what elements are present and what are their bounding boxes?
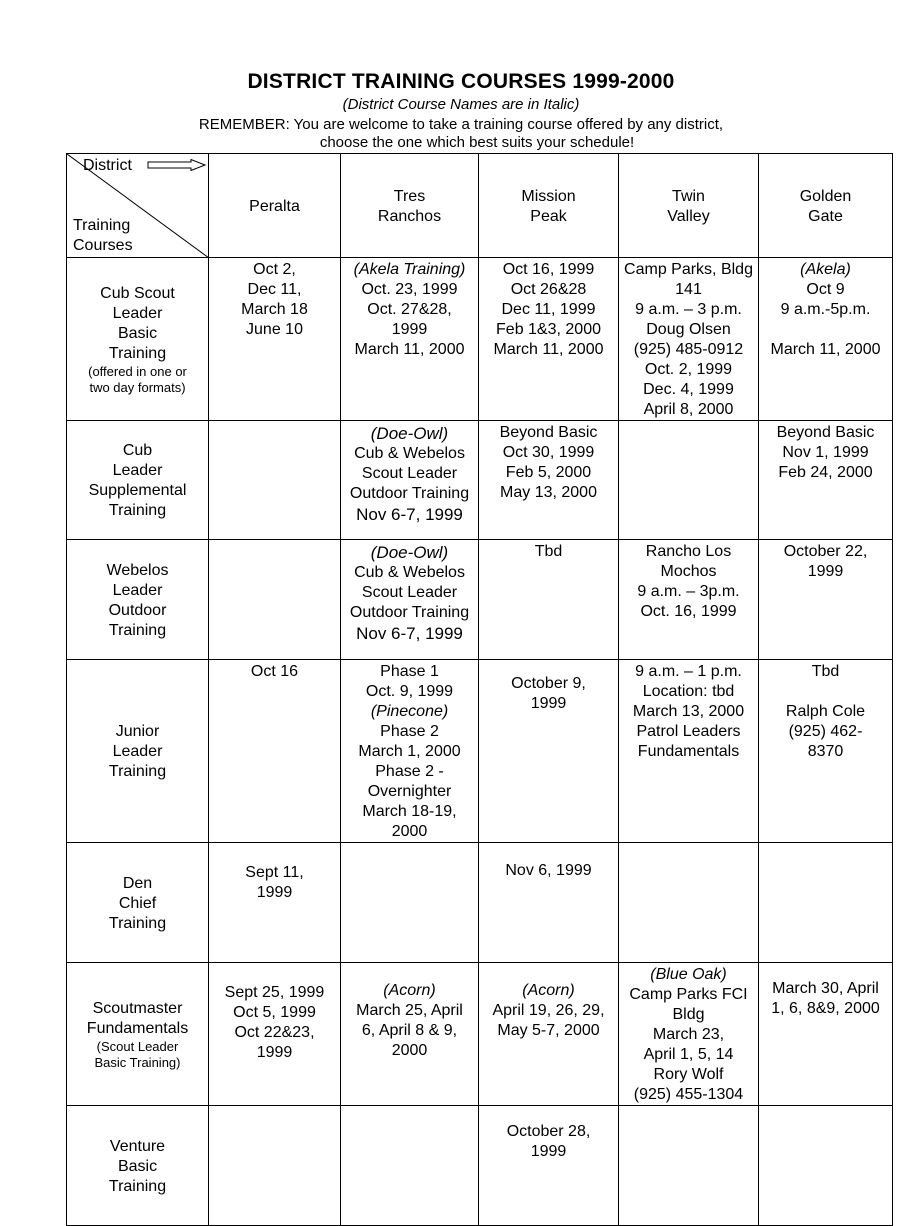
schedule-cell (619, 1106, 759, 1226)
schedule-line: May 13, 2000 (500, 484, 597, 501)
schedule-line: (Akela Training) (353, 261, 466, 278)
course-name-line: Training (108, 763, 167, 780)
course-name-cell (67, 421, 209, 540)
schedule-line: Phase 1 (380, 663, 439, 680)
schedule-line: Nov 6-7, 1999 (356, 505, 463, 524)
schedule-line: March 23, (652, 1026, 725, 1043)
schedule-line: Nov 1, 1999 (782, 444, 869, 461)
schedule-line: 1999 (530, 1143, 567, 1160)
schedule-line: March 13, 2000 (632, 703, 745, 720)
schedule-line: March 18-19, 2000 (362, 803, 457, 840)
district-name-line: Golden (799, 187, 852, 205)
schedule-line: Oct. 16, 1999 (640, 603, 737, 620)
district-name-line: Peralta (249, 197, 300, 215)
schedule-line: April 1, 5, 14 (643, 1046, 734, 1063)
schedule-cell (619, 660, 759, 843)
schedule-line: (Pinecone) (370, 703, 449, 720)
schedule-line: Rory Wolf (653, 1066, 724, 1083)
schedule-line: June 10 (246, 321, 303, 338)
course-name-cell (67, 540, 209, 660)
schedule-line: Oct 16 (250, 663, 299, 680)
schedule-line: (Blue Oak) (650, 966, 727, 983)
schedule-line: March 25, April (356, 1002, 463, 1019)
schedule-cell (341, 963, 479, 1106)
course-name-cell (67, 843, 209, 963)
course-note-line: (offered in one or (88, 364, 187, 379)
schedule-line: Doug Olsen (646, 321, 731, 338)
schedule-line: (925) 462- (788, 723, 863, 740)
document-subtitle: (District Course Names are in Italic) (342, 96, 580, 113)
district-header-2 (341, 154, 479, 258)
schedule-line: Sept 25, 1999 (224, 984, 325, 1001)
schedule-cell (341, 540, 479, 660)
district-header-1 (209, 154, 341, 258)
schedule-line: Nov 6-7, 1999 (356, 624, 463, 643)
schedule-line: 1999 (807, 563, 844, 580)
schedule-line: Cub & Webelos (354, 564, 465, 581)
schedule-line: Outdoor Training (349, 604, 470, 621)
course-name-line: Leader (112, 581, 163, 599)
schedule-line: Oct. 27&28, (367, 301, 452, 318)
schedule-line: 9 a.m. – 3p.m. (637, 583, 740, 600)
schedule-cell (209, 540, 341, 660)
course-name-line: Fundamentals (86, 1020, 189, 1037)
schedule-line: (Doe-Owl) (370, 424, 449, 443)
schedule-cell (341, 843, 479, 963)
schedule-line: (Akela) (800, 261, 851, 278)
course-name-line: Training (108, 345, 167, 362)
schedule-cell (619, 963, 759, 1106)
schedule-line: Phase 2 - (375, 763, 444, 780)
schedule-cell (619, 843, 759, 963)
schedule-line: March 11, 2000 (354, 341, 465, 358)
schedule-line: 6, April 8 & 9, (361, 1022, 458, 1039)
schedule-line: October 22, (783, 543, 868, 560)
schedule-cell (209, 660, 341, 843)
schedule-line: March 11, 2000 (770, 341, 881, 358)
course-name-line: Leader (112, 743, 163, 760)
course-row (67, 843, 893, 963)
course-name-cell (67, 258, 209, 421)
schedule-line: April 8, 2000 (643, 401, 734, 418)
schedule-line: Sept 11, (245, 864, 304, 881)
schedule-line: Oct. 2, 1999 (644, 361, 733, 378)
training-courses-label (73, 216, 133, 256)
schedule-line: (Doe-Owl) (370, 543, 449, 562)
schedule-line: Scout Leader (361, 584, 458, 601)
schedule-line: May 5-7, 2000 (497, 1022, 600, 1039)
schedule-cell (341, 421, 479, 540)
schedule-line: March 1, 2000 (358, 743, 461, 760)
schedule-cell (759, 660, 893, 843)
course-name-line: Supplemental (88, 482, 187, 499)
schedule-line: Nov 6, 1999 (505, 862, 592, 879)
course-name-line: Chief (118, 894, 157, 912)
schedule-line: Camp Parks FCI (629, 986, 748, 1003)
course-row (67, 1106, 893, 1226)
schedule-line: March 18 (241, 301, 308, 318)
schedule-line: April 19, 26, 29, (492, 1002, 605, 1019)
course-name-line: Basic (117, 1157, 158, 1175)
district-name-line: Tres (393, 187, 426, 205)
course-note-line: (Scout Leader (96, 1039, 179, 1054)
schedule-line: Location: tbd (642, 683, 735, 700)
remember-note (0, 116, 922, 152)
schedule-line: Beyond Basic (499, 424, 598, 441)
schedule-line: Rancho Los (645, 543, 732, 560)
schedule-line: 1, 6, 8&9, 2000 (771, 1000, 880, 1017)
course-name-line: Venture (109, 1137, 166, 1155)
course-name-line: Training (108, 621, 167, 639)
schedule-line: Oct 16, 1999 (502, 261, 595, 278)
schedule-cell (341, 660, 479, 843)
schedule-line: March 11, 2000 (493, 341, 604, 358)
schedule-line: 1999 (256, 884, 293, 901)
course-name-line: Training (108, 914, 167, 932)
course-name-line: Basic (117, 325, 158, 342)
schedule-line: 9 a.m. – 1 p.m. (635, 663, 742, 680)
course-name-line: Junior (115, 723, 160, 740)
course-name-line: Den (122, 874, 153, 892)
schedule-line: (925) 485-0912 (633, 341, 744, 358)
schedule-line: Beyond Basic (776, 424, 875, 441)
schedule-cell (759, 421, 893, 540)
schedule-cell (479, 843, 619, 963)
schedule-line: Outdoor Training (349, 485, 470, 502)
schedule-line: (Acorn) (522, 982, 575, 999)
schedule-line: Oct. 9, 1999 (365, 683, 454, 700)
right-arrow-icon (147, 159, 207, 171)
schedule-line: Fundamentals (637, 743, 740, 760)
schedule-line: Dec 11, 1999 (501, 301, 596, 318)
training-courses-table (66, 153, 893, 1226)
schedule-line: Tbd (534, 543, 563, 560)
remember-line-1: REMEMBER: You are welcome to take a training course offered by any district, (198, 116, 724, 133)
schedule-line: 1999 (256, 1044, 293, 1061)
schedule-cell (759, 963, 893, 1106)
district-name-line: Twin (672, 187, 705, 205)
schedule-cell (341, 258, 479, 421)
schedule-line: Ralph Cole (785, 703, 866, 720)
schedule-line: Feb 5, 2000 (505, 464, 592, 481)
course-row (67, 660, 893, 843)
schedule-line: (925) 455-1304 (633, 1086, 744, 1103)
schedule-line: March 30, April (772, 980, 879, 997)
schedule-cell (479, 1106, 619, 1226)
training-label: Training (73, 217, 131, 234)
schedule-cell (479, 421, 619, 540)
schedule-cell (619, 421, 759, 540)
course-name-line: Leader (112, 462, 163, 479)
schedule-line: October 9, (511, 675, 586, 692)
courses-label: Courses (73, 237, 133, 254)
course-name-line: Training (108, 502, 167, 519)
course-row (67, 421, 893, 540)
district-label: District (83, 157, 132, 174)
schedule-cell (759, 843, 893, 963)
course-row (67, 540, 893, 660)
schedule-line: Phase 2 (380, 723, 439, 740)
schedule-line (761, 682, 890, 702)
schedule-line: Oct 30, 1999 (502, 444, 595, 461)
schedule-cell (759, 1106, 893, 1226)
schedule-line: October 28, (506, 1123, 591, 1140)
schedule-line: 2000 (391, 1042, 428, 1059)
schedule-line: Camp Parks, Bldg (624, 261, 753, 278)
schedule-line: Tbd (811, 663, 840, 680)
schedule-cell (209, 963, 341, 1106)
district-name-line: Mission (521, 187, 576, 205)
district-name-line: Ranchos (377, 207, 442, 225)
schedule-line: 8370 (807, 743, 844, 760)
schedule-line (761, 320, 890, 340)
schedule-cell (619, 258, 759, 421)
district-name-line: Peak (530, 207, 567, 225)
schedule-line: Oct 2, (253, 261, 296, 278)
course-note-line: two day formats) (89, 380, 186, 395)
course-name-line: Webelos (106, 561, 169, 579)
schedule-line: 141 (675, 281, 702, 298)
schedule-cell (479, 963, 619, 1106)
schedule-cell (759, 540, 893, 660)
schedule-cell (341, 1106, 479, 1226)
schedule-line: Dec. 4, 1999 (643, 381, 734, 398)
schedule-line: Scout Leader (361, 465, 458, 482)
schedule-line: (Acorn) (383, 982, 436, 999)
course-note-line: Basic Training) (94, 1055, 181, 1070)
schedule-cell (479, 660, 619, 843)
schedule-cell (209, 421, 341, 540)
schedule-line: 9 a.m. – 3 p.m. (635, 301, 742, 318)
schedule-line: Oct 5, 1999 (233, 1004, 316, 1021)
schedule-line: Oct 9 (806, 281, 845, 298)
district-header-3 (479, 154, 619, 258)
course-name-line: Cub (122, 442, 153, 459)
schedule-line: Dec 11, (247, 281, 302, 298)
schedule-cell (759, 258, 893, 421)
course-name-line: Scoutmaster (92, 1000, 183, 1017)
schedule-cell (479, 258, 619, 421)
district-name-line: Valley (667, 207, 710, 225)
course-name-cell (67, 1106, 209, 1226)
corner-cell (67, 154, 209, 258)
schedule-line: 9 a.m.-5p.m. (780, 301, 871, 318)
schedule-cell (209, 258, 341, 421)
schedule-line: Patrol Leaders (636, 723, 741, 740)
course-name-line: Outdoor (108, 601, 167, 619)
course-row (67, 258, 893, 421)
course-name-cell (67, 963, 209, 1106)
schedule-line: Oct 26&28 (510, 281, 587, 298)
course-name-line: Training (108, 1177, 167, 1195)
schedule-line: Bldg (672, 1006, 705, 1023)
district-header-4 (619, 154, 759, 258)
schedule-cell (209, 1106, 341, 1226)
district-name-line: Gate (808, 207, 843, 225)
schedule-line: Feb 24, 2000 (778, 464, 873, 481)
schedule-line: Oct 22&23, (234, 1024, 315, 1041)
schedule-cell (619, 540, 759, 660)
schedule-line: 1999 (391, 321, 428, 338)
schedule-line: Oct. 23, 1999 (361, 281, 458, 298)
schedule-line: Cub & Webelos (354, 445, 465, 462)
schedule-line: 1999 (530, 695, 567, 712)
schedule-cell (209, 843, 341, 963)
course-name-line: Cub Scout (100, 285, 175, 302)
header-row (67, 154, 893, 258)
course-name-cell (67, 660, 209, 843)
schedule-line: Feb 1&3, 2000 (496, 321, 601, 338)
course-row (67, 963, 893, 1106)
schedule-line: Mochos (660, 563, 717, 580)
schedule-line: Overnighter (367, 783, 452, 800)
document-title: DISTRICT TRAINING COURSES 1999-2000 (247, 70, 675, 93)
district-header-5 (759, 154, 893, 258)
schedule-cell (479, 540, 619, 660)
remember-line-2: choose the one which best suits your schedule! (319, 134, 635, 151)
course-name-line: Leader (112, 305, 163, 322)
